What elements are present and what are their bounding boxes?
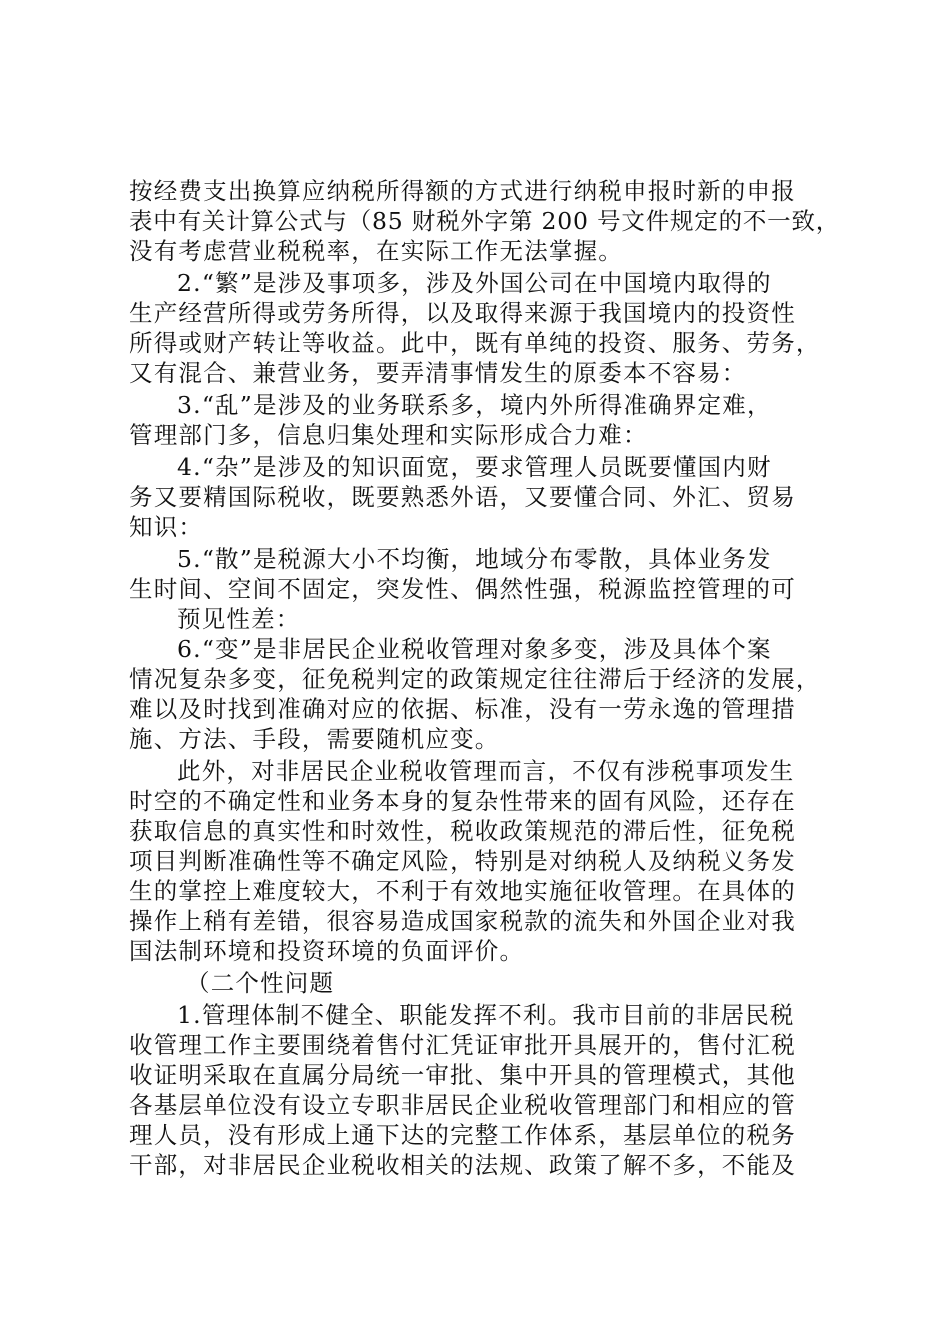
text-line: 知识： bbox=[129, 513, 204, 541]
text-line: 又有混合、兼营业务，要弄清事情发生的原委本不容易： bbox=[129, 359, 747, 387]
text-line: 5.“散”是税源大小不均衡，地域分布零散，具体业务发 bbox=[177, 545, 772, 573]
text-line: 6.“变”是非居民企业税收管理对象多变，涉及具体个案 bbox=[177, 635, 772, 663]
text-line: 2.“繁”是涉及事项多，涉及外国公司在中国境内取得的 bbox=[177, 269, 772, 297]
text-line: 务又要精国际税收，既要熟悉外语，又要懂合同、外汇、贸易 bbox=[129, 483, 796, 511]
text-line: 1.管理体制不健全、职能发挥不利。我市目前的非居民税 bbox=[177, 1001, 795, 1029]
text-line: 管理部门多，信息归集处理和实际形成合力难： bbox=[129, 421, 648, 449]
text-line: 收证明采取在直属分局统一审批、集中开具的管理模式，其他 bbox=[129, 1061, 796, 1089]
text-line: 生产经营所得或劳务所得，以及取得来源于我国境内的投资性 bbox=[129, 299, 796, 327]
text-line: 4.“杂”是涉及的知识面宽，要求管理人员既要懂国内财 bbox=[177, 453, 772, 481]
text-line: 生的掌控上难度较大，不利于有效地实施征收管理。在具体的 bbox=[129, 877, 796, 905]
text-line: 生时间、空间不固定，突发性、偶然性强，税源监控管理的可 bbox=[129, 575, 796, 603]
text-line: 时空的不确定性和业务本身的复杂性带来的固有风险，还存在 bbox=[129, 787, 796, 815]
text-line: 3.“乱”是涉及的业务联系多，境内外所得准确界定难， bbox=[177, 391, 772, 419]
text-line: 难以及时找到准确对应的依据、标准，没有一劳永逸的管理措 bbox=[129, 695, 796, 723]
section-heading: （二个性问题 bbox=[186, 969, 335, 997]
text-line: 预见性差： bbox=[177, 605, 301, 633]
text-line: 理人员，没有形成上通下达的完整工作体系，基层单位的税务 bbox=[129, 1121, 796, 1149]
text-line: 所得或财产转让等收益。此中，既有单纯的投资、服务、劳务， bbox=[129, 329, 821, 357]
text-line: 项目判断准确性等不确定风险，特别是对纳税人及纳税义务发 bbox=[129, 847, 796, 875]
text-line: 操作上稍有差错，很容易造成国家税款的流失和外国企业对我 bbox=[129, 907, 796, 935]
text-line: 收管理工作主要围绕着售付汇凭证审批开具展开的，售付汇税 bbox=[129, 1031, 796, 1059]
text-line: 获取信息的真实性和时效性，税收政策规范的滞后性，征免税 bbox=[129, 817, 796, 845]
text-line: 情况复杂多变，征免税判定的政策规定往往滞后于经济的发展， bbox=[129, 665, 821, 693]
text-line: 各基层单位没有设立专职非居民企业税收管理部门和相应的管 bbox=[129, 1091, 796, 1119]
text-line: 此外，对非居民企业税收管理而言，不仅有涉税事项发生 bbox=[177, 757, 795, 785]
text-line: 国法制环境和投资环境的负面评价。 bbox=[129, 937, 525, 965]
text-line: 没有考虑营业税税率，在实际工作无法掌握。 bbox=[129, 237, 623, 265]
text-line: 施、方法、手段，需要随机应变。 bbox=[129, 725, 500, 753]
text-line: 按经费支出换算应纳税所得额的方式进行纳税申报时新的申报 bbox=[129, 177, 796, 205]
text-line: 表中有关计算公式与（85 财税外字第 200 号文件规定的不一致， bbox=[129, 207, 841, 235]
text-line: 干部，对非居民企业税收相关的法规、政策了解不多，不能及 bbox=[129, 1151, 796, 1179]
